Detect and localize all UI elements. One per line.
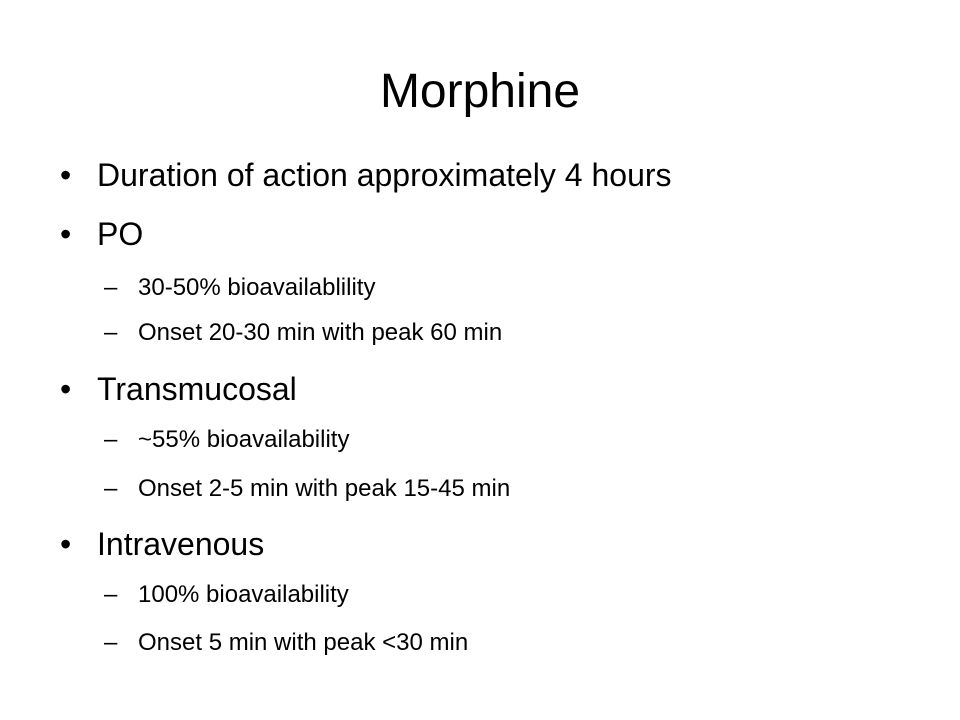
bullet-marker: • <box>60 371 72 407</box>
sub-item-text: Onset 2-5 min with peak 15-45 min <box>138 475 511 502</box>
bullet-text: Intravenous <box>97 526 265 562</box>
sub-item-intravenous-onset <box>104 628 904 658</box>
sub-item-text: Onset 5 min with peak <30 min <box>138 629 469 656</box>
dash-marker: – <box>104 475 118 502</box>
sub-item-transmucosal-bioavailability <box>104 425 904 455</box>
dash-marker: – <box>104 274 118 301</box>
bullet-item-duration <box>60 155 860 195</box>
bullet-text: PO <box>97 216 144 252</box>
bullet-text: Duration of action approximately 4 hours <box>97 157 672 193</box>
dash-marker: – <box>104 629 118 656</box>
sub-item-text: ~55% bioavailability <box>138 426 350 453</box>
slide-title: Morphine <box>379 65 581 118</box>
bullet-text: Transmucosal <box>97 371 297 407</box>
sub-item-po-bioavailability <box>104 273 904 303</box>
bullet-marker: • <box>60 157 72 193</box>
bullet-marker: • <box>60 526 72 562</box>
dash-marker: – <box>104 426 118 453</box>
bullet-item-po <box>60 214 860 254</box>
sub-item-transmucosal-onset <box>104 474 904 504</box>
bullet-marker: • <box>60 216 72 252</box>
sub-item-text: Onset 20-30 min with peak 60 min <box>138 319 503 346</box>
bullet-item-transmucosal <box>60 369 860 409</box>
dash-marker: – <box>104 581 118 608</box>
sub-item-intravenous-bioavailability <box>104 580 904 610</box>
sub-item-po-onset <box>104 318 904 348</box>
dash-marker: – <box>104 319 118 346</box>
bullet-item-intravenous <box>60 524 860 564</box>
sub-item-text: 100% bioavailability <box>138 581 349 608</box>
sub-item-text: 30-50% bioavailablility <box>138 274 376 301</box>
